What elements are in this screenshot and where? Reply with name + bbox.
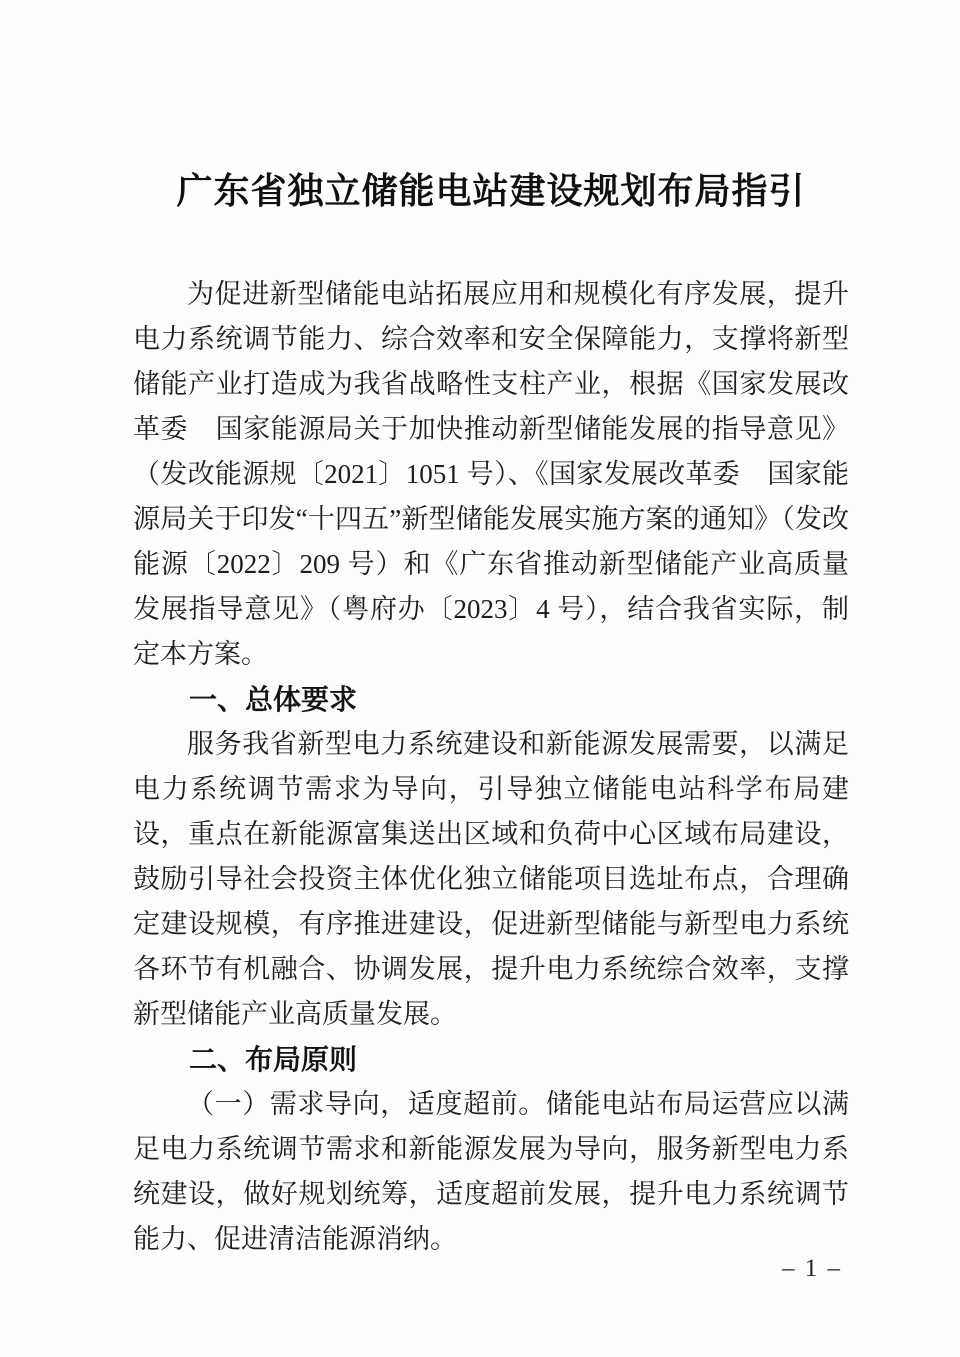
section2-item1-body-text: 储能电站布局运营应以满足电力系统调节需求和新能源发展为导向，服务新型电力系统建设，做好规划统筹，适度超前发展，提升电力系统调节能力、促进清洁能源消纳。: [133, 1089, 850, 1254]
document-title: 广东省独立储能电站建设规划布局指引: [176, 171, 806, 211]
section-heading-layout-principles: 二、布局原则: [189, 1044, 358, 1075]
section2-item1-paragraph: [133, 1082, 849, 1262]
page-number: – 1 –: [782, 1255, 842, 1282]
section2-item1-lead-phrase: （一）需求导向，适度超前。: [187, 1089, 546, 1119]
section1-paragraph: 服务我省新型电力系统建设和新能源发展需要，以满足电力系统调节需求为导向，引导独立储能电站科学布局建设，重点在新能源富集送出区域和负荷中心区域布局建设，鼓励引导社会投资主体优化独立储能项目选址布点，合理确定建设规模，有序推进建设，促进新型储能与新型电力系统各环节有机融合、协调发展，提升电力系统综合效率，支撑新型储能产业高质量发展。: [133, 729, 849, 1029]
section-heading-overall-requirements: 一、总体要求: [189, 684, 358, 715]
intro-paragraph: 为促进新型储能电站拓展应用和规模化有序发展，提升电力系统调节能力、综合效率和安全保障能力，支撑将新型储能产业打造成为我省战略性支柱产业，根据《国家发展改革委 国家能源局关于加快推动新型储能发展的指导意见》（发改能源规〔2021〕1051 号）、《国家发展改革委 国家能源局关于印发“十四五”新型储能发展实施方案的通知》（发改能源〔2022〕209 号）和《广东省推动新型储能产业高质量发展指导意见》（粤府办〔2023〕4 号），结合我省实际，制定本方案。: [133, 279, 849, 669]
document-content: [133, 166, 849, 1262]
